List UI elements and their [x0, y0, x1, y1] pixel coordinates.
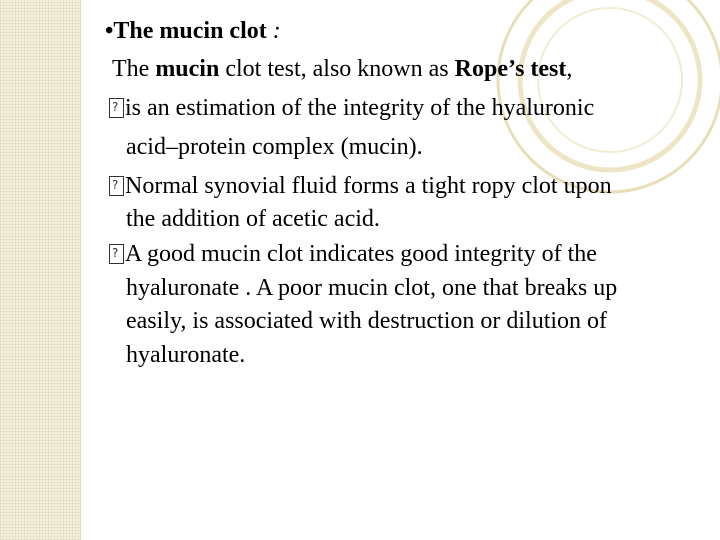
- point-1-text-2: acid–protein complex (mucin).: [126, 134, 423, 160]
- intro-mid: clot test, also known as: [219, 56, 455, 82]
- missing-glyph-bullet-icon: [109, 98, 124, 118]
- point-3-line-4: [126, 341, 245, 369]
- point-1-line-1: [109, 94, 594, 122]
- intro-rope: Rope’s test: [454, 56, 567, 82]
- point-3-line-1: [109, 240, 597, 268]
- intro-line: [112, 55, 572, 83]
- point-2-line-2: [126, 205, 380, 233]
- point-2-text-2: the addition of acetic acid.: [126, 206, 380, 232]
- heading-title: The mucin clot: [113, 18, 267, 44]
- intro-post: ,: [566, 56, 573, 82]
- point-3-text-1: A good mucin clot indicates good integrity of the: [125, 241, 597, 267]
- missing-glyph-bullet-icon: [109, 244, 124, 264]
- point-3-line-2: [126, 274, 617, 302]
- intro-pre: The: [112, 56, 156, 82]
- point-1-line-2: [126, 133, 423, 161]
- point-1-text-1: is an estimation of the integrity of the hyaluronic: [125, 95, 595, 121]
- heading-bullet: •: [105, 18, 114, 44]
- slide-heading: [105, 17, 281, 45]
- missing-glyph-bullet-icon: [109, 176, 124, 196]
- heading-colon: :: [266, 18, 281, 44]
- point-3-line-3: [126, 307, 607, 335]
- point-2-text-1: Normal synovial fluid forms a tight ropy clot upon: [125, 173, 612, 199]
- point-3-text-2: hyaluronate . A poor mucin clot, one that breaks up: [126, 275, 618, 301]
- point-3-text-3: easily, is associated with destruction or dilution of: [126, 308, 608, 334]
- intro-mucin: mucin: [155, 56, 220, 82]
- point-2-line-1: [109, 172, 612, 200]
- point-3-text-4: hyaluronate.: [126, 342, 246, 368]
